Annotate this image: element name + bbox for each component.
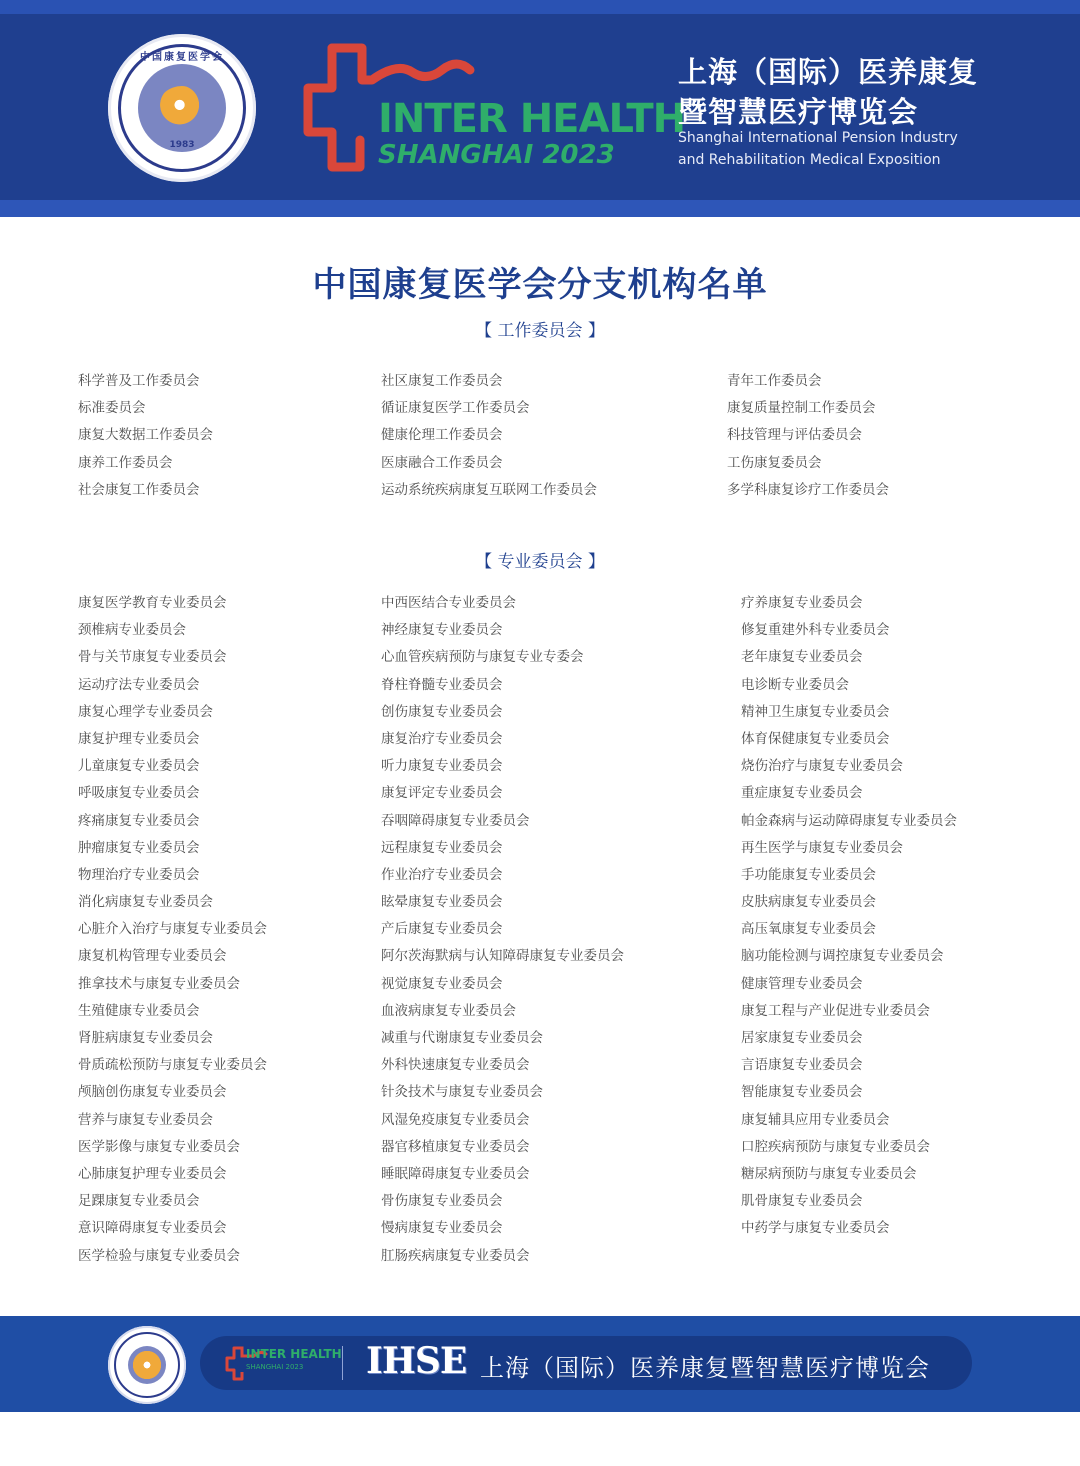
header-banner: [0, 0, 1080, 217]
work-column-1: [78, 368, 213, 504]
footer-divider: [342, 1346, 343, 1380]
committee-list-item: 社会康复工作委员会: [78, 481, 200, 498]
pro-column-3: [741, 590, 957, 1243]
footer-expo-pill: [200, 1336, 972, 1390]
committee-list-item: 远程康复专业委员会: [381, 839, 503, 856]
committee-list-item: 康复治疗专业委员会: [381, 730, 503, 747]
pro-column-2: [381, 590, 624, 1270]
committee-list-item: 疗养康复专业委员会: [741, 595, 863, 611]
committee-list-item: 科学普及工作委员会: [78, 373, 200, 389]
committee-list-item: 物理治疗专业委员会: [78, 866, 200, 883]
footer-seal-logo: [108, 1326, 186, 1404]
footer-logo-subtext: SHANGHAI 2023: [246, 1363, 304, 1371]
committee-list-item: 生殖健康专业委员会: [78, 1002, 200, 1019]
footer-ihse-logo: IHSE: [366, 1340, 467, 1382]
committee-list-item: 运动疗法专业委员会: [78, 676, 200, 693]
committee-list-item: 肌骨康复专业委员会: [741, 1193, 863, 1210]
committee-list-item: 康复质量控制工作委员会: [727, 400, 876, 417]
committee-list-item: 肿瘤康复专业委员会: [78, 839, 200, 856]
committee-list-item: 糖尿病预防与康复专业委员会: [741, 1165, 917, 1182]
committee-list-item: 创伤康复专业委员会: [381, 703, 503, 720]
committee-list-item: 精神卫生康复专业委员会: [741, 703, 890, 720]
committee-list-item: 健康伦理工作委员会: [381, 427, 503, 444]
committee-list-item: 康复评定专业委员会: [381, 785, 503, 802]
work-column-3: [727, 368, 889, 504]
committee-list-item: 针灸技术与康复专业委员会: [381, 1084, 543, 1101]
committee-list-item: 足踝康复专业委员会: [78, 1193, 200, 1210]
footer-seal-swirl-icon: [128, 1346, 166, 1384]
committee-list-item: 智能康复专业委员会: [741, 1084, 863, 1101]
committee-list-item: 血液病康复专业委员会: [381, 1002, 516, 1019]
committee-list-item: 言语康复专业委员会: [741, 1057, 863, 1074]
committee-list-item: 帕金森病与运动障碍康复专业委员会: [741, 812, 957, 829]
logo-shanghai-2023-text: SHANGHAI 2023: [378, 140, 615, 170]
header-top-stripe: [0, 0, 1080, 14]
committee-list-item: 康复辅具应用专业委员会: [741, 1111, 890, 1128]
committee-list-item: 科技管理与评估委员会: [727, 427, 862, 444]
committee-list-item: 重症康复专业委员会: [741, 785, 863, 802]
committee-list-item: 神经康复专业委员会: [381, 622, 503, 639]
committee-list-item: 康复机构管理专业委员会: [78, 948, 227, 965]
committee-list-item: 推拿技术与康复专业委员会: [78, 975, 240, 992]
pro-committees-heading: 【 专业委员会 】: [475, 552, 605, 572]
logo-inter-health-text: INTER HEALTH: [378, 96, 686, 142]
committee-list-item: 再生医学与康复专业委员会: [741, 839, 903, 856]
committee-list-item: 产后康复专业委员会: [381, 921, 503, 938]
expo-title-cn-line2: 暨智慧医疗博览会: [678, 95, 919, 129]
association-seal-logo: [108, 34, 256, 182]
committee-list-item: 风湿免疫康复专业委员会: [381, 1111, 530, 1128]
footer-logo-text: INTER HEALTH: [246, 1347, 342, 1361]
committee-list-item: 医学检验与康复专业委员会: [78, 1247, 240, 1264]
committee-list-item: 老年康复专业委员会: [741, 649, 863, 666]
committee-list-item: 骨伤康复专业委员会: [381, 1193, 503, 1210]
committee-list-item: 颅脑创伤康复专业委员会: [78, 1084, 227, 1101]
committee-list-item: 康养工作委员会: [78, 454, 173, 471]
committee-list-item: 心脏介入治疗与康复专业委员会: [78, 921, 267, 938]
committee-list-item: 心肺康复护理专业委员会: [78, 1165, 227, 1182]
footer-expo-title: 上海（国际）医养康复暨智慧医疗博览会: [480, 1354, 930, 1382]
committee-list-item: 中药学与康复专业委员会: [741, 1220, 890, 1237]
committee-list-item: 器官移植康复专业委员会: [381, 1138, 530, 1155]
committee-list-item: 健康管理专业委员会: [741, 975, 863, 992]
committee-list-item: 吞咽障碍康复专业委员会: [381, 812, 530, 829]
committee-list-item: 骨与关节康复专业委员会: [78, 649, 227, 666]
page-title: 中国康复医学会分支机构名单: [312, 265, 768, 305]
committee-list-item: 肾脏病康复专业委员会: [78, 1030, 213, 1046]
committee-list-item: 心血管疾病预防与康复专业专委会: [381, 649, 584, 666]
work-column-2: [381, 368, 597, 504]
committee-list-item: 工伤康复委员会: [727, 454, 822, 471]
committee-list-item: 手功能康复专业委员会: [741, 866, 876, 883]
committee-list-item: 意识障碍康复专业委员会: [78, 1220, 227, 1237]
committee-list-item: 皮肤病康复专业委员会: [741, 894, 876, 911]
committee-list-item: 医康融合工作委员会: [381, 454, 503, 471]
work-committees-heading: 【 工作委员会 】: [475, 321, 605, 341]
seal-year: 1983: [169, 140, 195, 150]
committee-list-item: 外科快速康复专业委员会: [381, 1057, 530, 1074]
seal-swirl-icon: [158, 86, 206, 128]
header-bottom-stripe: [0, 200, 1080, 217]
committee-list-item: 颈椎病专业委员会: [78, 622, 186, 639]
committee-list-item: 口腔疾病预防与康复专业委员会: [741, 1138, 930, 1155]
seal-arc-text: 中国康复医学会: [140, 52, 224, 63]
committee-list-item: 肛肠疾病康复专业委员会: [381, 1247, 530, 1264]
committee-list-item: 高压氧康复专业委员会: [741, 921, 876, 938]
committee-list-item: 儿童康复专业委员会: [78, 758, 200, 775]
committee-list-item: 多学科康复诊疗工作委员会: [727, 481, 889, 498]
committee-list-item: 疼痛康复专业委员会: [78, 812, 200, 829]
footer-banner: [0, 1316, 1080, 1412]
committee-list-item: 居家康复专业委员会: [741, 1030, 863, 1046]
committee-list-item: 阿尔茨海默病与认知障碍康复专业委员会: [381, 948, 624, 965]
committee-list-item: 中西医结合专业委员会: [381, 595, 516, 611]
expo-title-cn-line1: 上海（国际）医养康复: [678, 55, 979, 89]
committee-list-item: 眩晕康复专业委员会: [381, 894, 503, 911]
committee-list-item: 康复工程与产业促进专业委员会: [741, 1002, 930, 1019]
committee-list-item: 慢病康复专业委员会: [381, 1220, 503, 1237]
committee-list-item: 康复医学教育专业委员会: [78, 595, 227, 611]
committee-list-item: 康复护理专业委员会: [78, 730, 200, 747]
committee-list-item: 医学影像与康复专业委员会: [78, 1138, 240, 1155]
committee-list-item: 视觉康复专业委员会: [381, 975, 503, 992]
pro-column-1: [78, 590, 267, 1270]
expo-title-en-line1: Shanghai International Pension Industry: [678, 130, 958, 146]
committee-list-item: 听力康复专业委员会: [381, 758, 503, 775]
committee-list-item: 呼吸康复专业委员会: [78, 785, 200, 802]
committee-list-item: 消化病康复专业委员会: [78, 894, 213, 911]
committee-list-item: 修复重建外科专业委员会: [741, 622, 890, 639]
committee-list-item: 脊柱脊髓专业委员会: [381, 676, 503, 693]
committee-list-item: 睡眠障碍康复专业委员会: [381, 1165, 530, 1182]
committee-list-item: 作业治疗专业委员会: [381, 866, 503, 883]
committee-list-item: 标准委员会: [78, 400, 146, 417]
committee-list-item: 循证康复医学工作委员会: [381, 400, 530, 417]
committee-list-item: 脑功能检测与调控康复专业委员会: [741, 948, 944, 965]
committee-list-item: 减重与代谢康复专业委员会: [381, 1030, 543, 1046]
committee-list-item: 体育保健康复专业委员会: [741, 730, 890, 747]
committee-list-item: 烧伤治疗与康复专业委员会: [741, 758, 903, 775]
committee-list-item: 营养与康复专业委员会: [78, 1111, 213, 1128]
committee-list-item: 康复大数据工作委员会: [78, 427, 213, 444]
committee-list-item: 青年工作委员会: [727, 373, 822, 389]
expo-title-en-line2: and Rehabilitation Medical Exposition: [678, 152, 941, 168]
committee-list-item: 骨质疏松预防与康复专业委员会: [78, 1057, 267, 1074]
committee-list-item: 社区康复工作委员会: [381, 373, 503, 389]
committee-list-item: 运动系统疾病康复互联网工作委员会: [381, 481, 597, 498]
committee-list-item: 电诊断专业委员会: [741, 676, 849, 693]
committee-list-item: 康复心理学专业委员会: [78, 703, 213, 720]
